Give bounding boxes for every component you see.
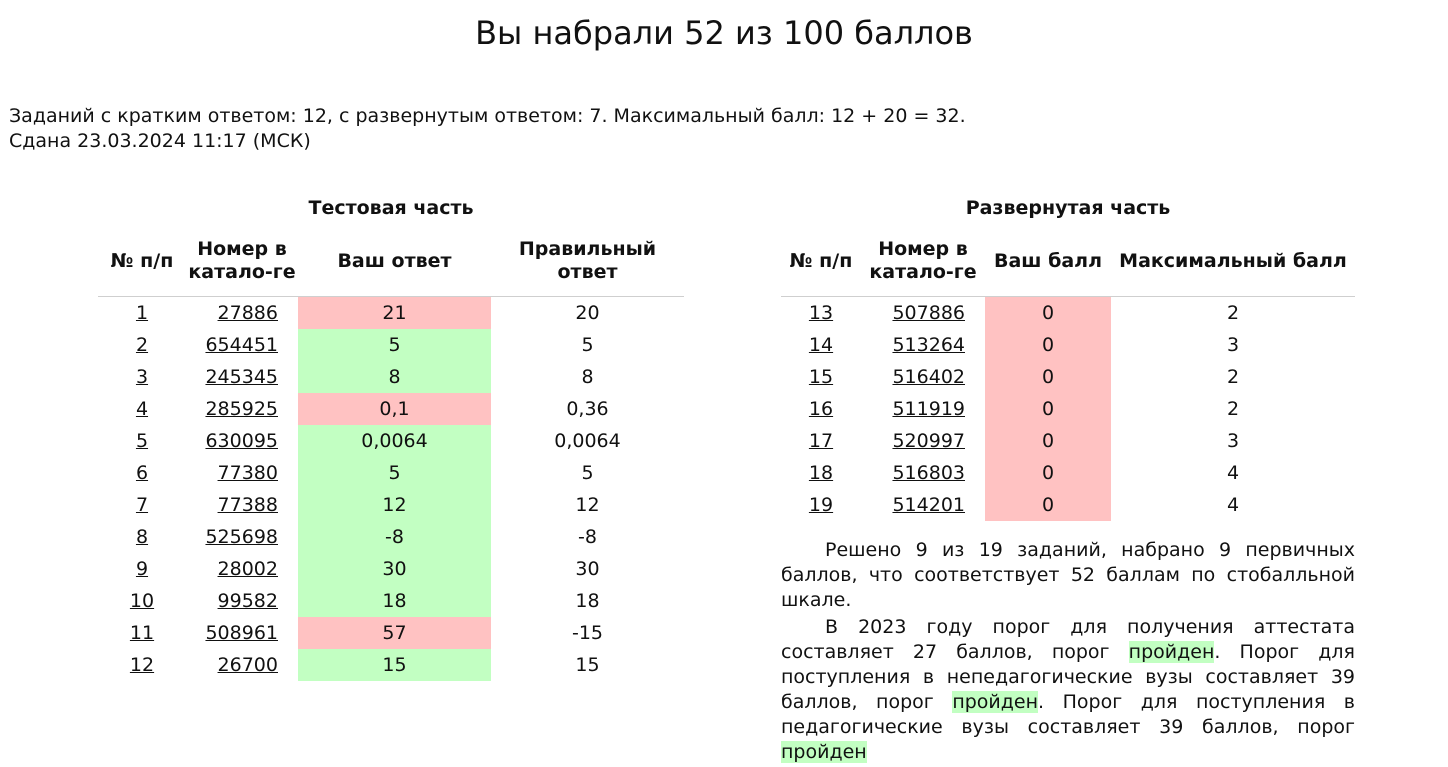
catalog-number-cell [186,329,298,361]
catalog-number-cell [861,297,985,330]
catalog-number-link[interactable]: 99582 [217,590,278,612]
max-score-cell: 3 [1226,430,1240,452]
header-catalog [186,226,298,297]
your-answer-cell: 18 [298,585,491,617]
task-number-link[interactable]: 14 [808,334,834,356]
your-score-cell: 0 [985,297,1111,330]
task-number-cell [98,649,186,681]
catalog-number-link[interactable]: 513264 [892,334,965,356]
correct-answer-cell: 0,0064 [554,430,621,452]
max-score-cell: 2 [1226,302,1240,324]
correct-answer-cell: 5 [581,334,594,356]
task-number-link[interactable]: 13 [808,302,834,324]
task-number-cell [781,361,861,393]
catalog-number-cell [861,361,985,393]
catalog-number-link[interactable]: 285925 [205,398,278,420]
catalog-number-link[interactable]: 516803 [892,462,965,484]
catalog-number-link[interactable]: 245345 [205,366,278,388]
correct-answer-cell: -8 [578,526,597,548]
test-part-rows [98,297,684,682]
passed-badge: пройден [781,741,867,763]
header-num [98,226,186,297]
task-number-link[interactable]: 16 [808,398,834,420]
catalog-number-cell [186,521,298,553]
your-score-cell: 0 [985,425,1111,457]
your-answer-cell: 15 [298,649,491,681]
correct-answer-cell: 0,36 [566,398,609,420]
catalog-number-cell [186,425,298,457]
catalog-number-link[interactable]: 525698 [205,526,278,548]
correct-answer-cell: 15 [575,654,600,676]
table-row [98,425,684,457]
catalog-number-cell [186,393,298,425]
your-score-cell: 0 [985,329,1111,361]
task-number-link[interactable]: 4 [135,398,149,420]
task-number-cell [98,553,186,585]
header-your-answer [298,226,491,297]
catalog-number-link[interactable]: 514201 [892,494,965,516]
task-number-link[interactable]: 1 [135,302,149,324]
task-number-cell [98,617,186,649]
header-correct-answer [491,226,684,297]
extended-part-caption: Развернутая часть [965,196,1171,219]
task-number-cell [98,521,186,553]
your-answer-cell: 8 [298,361,491,393]
header-your-score-label: Ваш балл [993,249,1103,272]
table-row [781,489,1355,521]
max-score-cell: 2 [1226,398,1240,420]
correct-answer-cell: 18 [575,590,600,612]
header-catalog-label: Номер в катало-ге [869,238,977,283]
task-number-cell [98,297,186,330]
passed-badge: пройден [1128,641,1215,663]
correct-answer-cell: 5 [581,462,594,484]
header-num-label: № п/п [789,249,853,272]
your-answer-cell: 5 [298,457,491,489]
threshold-text-b: . Порог для поступления в непедагогические вузы составляет 39 баллов, порог [781,641,1355,713]
table-row [98,361,684,393]
header-num-label: № п/п [110,249,174,272]
your-answer-cell: -8 [298,521,491,553]
task-number-cell [781,457,861,489]
catalog-number-link[interactable]: 77388 [217,494,278,516]
your-answer-cell: 0,0064 [298,425,491,457]
table-row [781,361,1355,393]
catalog-number-cell [861,489,985,521]
task-number-cell [781,329,861,361]
table-row [98,553,684,585]
task-number-link[interactable]: 17 [808,430,834,452]
max-score-cell: 2 [1226,366,1240,388]
task-number-cell [98,329,186,361]
task-number-cell [98,585,186,617]
catalog-number-cell [186,617,298,649]
catalog-number-link[interactable]: 26700 [217,654,278,676]
header-max-score-label: Максимальный балл [1119,249,1347,272]
header-catalog [861,226,985,297]
your-score-cell: 0 [985,489,1111,521]
catalog-number-cell [861,425,985,457]
catalog-number-cell [861,393,985,425]
test-part-table [98,196,684,681]
table-row [98,393,684,425]
task-number-link[interactable]: 12 [129,654,155,676]
task-number-cell [781,425,861,457]
catalog-number-link[interactable]: 630095 [205,430,278,452]
task-number-link[interactable]: 11 [129,622,155,644]
table-row [781,393,1355,425]
catalog-number-link[interactable]: 654451 [205,334,278,356]
task-number-link[interactable]: 5 [135,430,149,452]
task-number-link[interactable]: 9 [135,558,149,580]
max-score-cell: 3 [1226,334,1240,356]
result-summary [781,538,1355,767]
your-answer-cell: 0,1 [298,393,491,425]
catalog-number-cell [861,457,985,489]
test-part-caption: Тестовая часть [308,196,474,219]
tasks-info-line: Заданий с кратким ответом: 12, с развернутым ответом: 7. Максимальный балл: 12 + 20 = 32. [9,105,966,127]
task-number-link[interactable]: 3 [135,366,149,388]
header-max-score [1111,226,1355,297]
catalog-number-link[interactable]: 507886 [892,302,965,324]
your-answer-cell: 12 [298,489,491,521]
your-score-cell: 0 [985,393,1111,425]
your-score-cell: 0 [985,457,1111,489]
your-answer-cell: 5 [298,329,491,361]
submitted-date-line: Сдана 23.03.2024 11:17 (МСК) [9,130,311,152]
summary-solved: Решено 9 из 19 заданий, набрано 9 первичных баллов, что соответствует 52 баллам по стобалльной шкале. [781,539,1355,611]
task-number-link[interactable]: 15 [808,366,834,388]
table-row [98,329,684,361]
task-number-link[interactable]: 2 [135,334,149,356]
max-score-cell: 4 [1226,494,1240,516]
your-answer-cell: 21 [298,297,491,330]
task-number-cell [781,393,861,425]
catalog-number-link[interactable]: 508961 [205,622,278,644]
your-answer-cell: 30 [298,553,491,585]
table-row [781,425,1355,457]
task-number-link[interactable]: 6 [135,462,149,484]
table-row [98,521,684,553]
table-row [781,457,1355,489]
catalog-number-link[interactable]: 511919 [892,398,965,420]
your-answer-cell: 57 [298,617,491,649]
task-number-cell [781,489,861,521]
correct-answer-cell: 30 [575,558,600,580]
table-row [98,489,684,521]
max-score-cell: 4 [1226,462,1240,484]
task-number-link[interactable]: 7 [135,494,149,516]
header-correct-answer-label: Правильный ответ [518,238,657,283]
task-number-cell [98,489,186,521]
your-score-cell: 0 [985,361,1111,393]
header-your-answer-label: Ваш ответ [337,249,452,272]
task-number-link[interactable]: 8 [135,526,149,548]
catalog-number-cell [186,553,298,585]
task-number-link[interactable]: 18 [808,462,834,484]
catalog-number-cell [861,329,985,361]
table-row [781,329,1355,361]
correct-answer-cell: -15 [571,622,604,644]
task-number-cell [781,297,861,330]
catalog-number-cell [186,361,298,393]
task-number-cell [98,425,186,457]
header-num [781,226,861,297]
threshold-text-c: . Порог для поступления в педагогические вузы составляет 39 баллов, порог [781,691,1355,738]
table-row [98,649,684,681]
catalog-number-cell [186,457,298,489]
table-row [98,585,684,617]
catalog-number-cell [186,649,298,681]
correct-answer-cell: 8 [581,366,594,388]
catalog-number-link[interactable]: 27886 [217,302,278,324]
table-row [98,617,684,649]
catalog-number-link[interactable]: 77380 [217,462,278,484]
correct-answer-cell: 20 [575,302,600,324]
task-number-link[interactable]: 19 [808,494,834,516]
extended-part-table [781,196,1355,521]
passed-badge: пройден [952,691,1039,713]
table-row [98,457,684,489]
task-number-cell [98,393,186,425]
header-your-score [985,226,1111,297]
catalog-number-cell [186,297,298,330]
header-catalog-label: Номер в катало-ге [188,238,296,283]
task-number-cell [98,361,186,393]
table-row [781,297,1355,330]
correct-answer-cell: 12 [575,494,600,516]
table-row [98,297,684,330]
extended-part-rows [781,297,1355,522]
task-number-cell [98,457,186,489]
exam-info [9,104,966,154]
task-number-link[interactable]: 10 [129,590,155,612]
threshold-text-a: В 2023 году порог для получения аттестата составляет 27 баллов, порог [781,616,1355,663]
catalog-number-cell [186,585,298,617]
catalog-number-cell [186,489,298,521]
catalog-number-link[interactable]: 516402 [892,366,965,388]
catalog-number-link[interactable]: 520997 [892,430,965,452]
catalog-number-link[interactable]: 28002 [217,558,278,580]
page-title: Вы набрали 52 из 100 баллов [475,14,973,52]
